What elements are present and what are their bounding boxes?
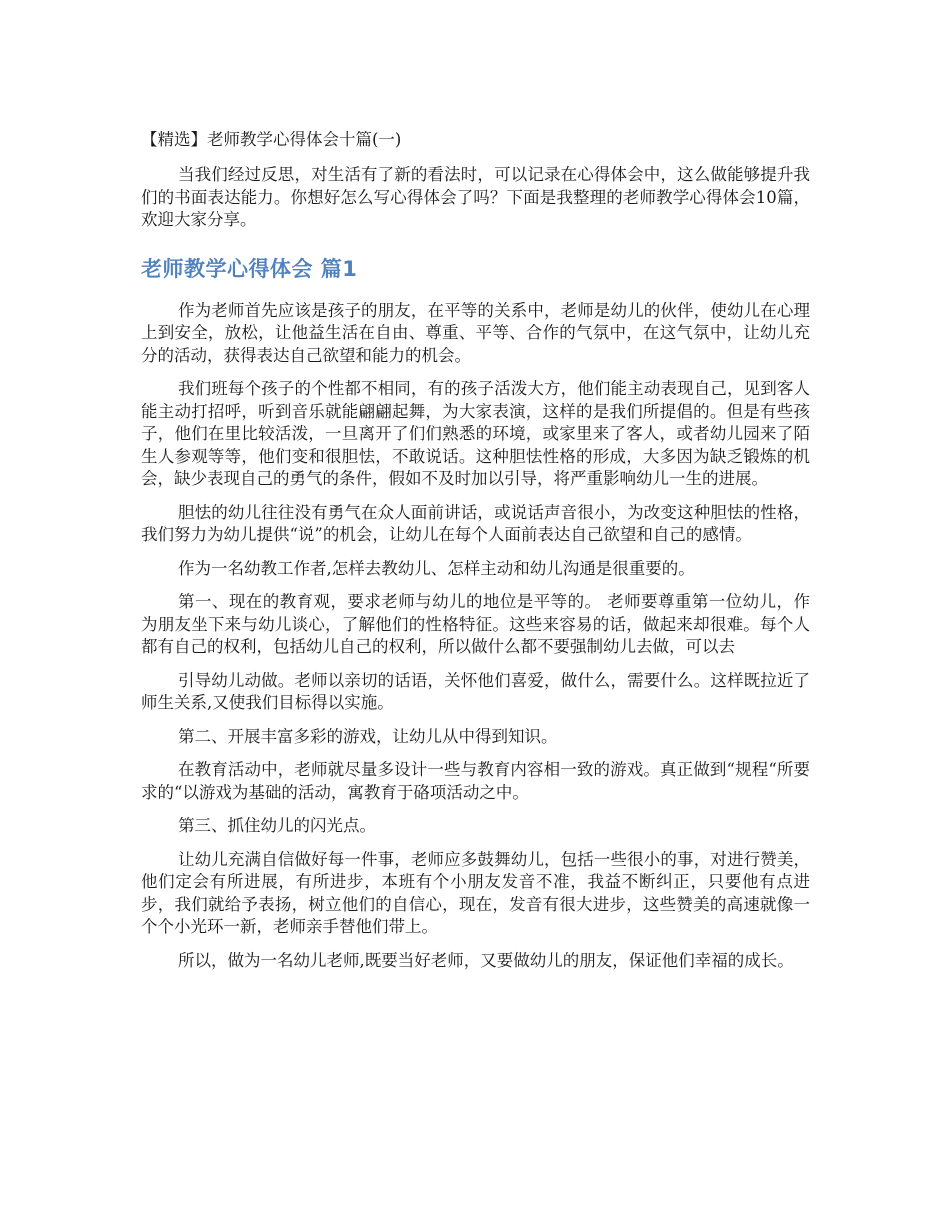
body-paragraph-8: 在教育活动中，老师就尽量多设计一些与教育内容相一致的游戏。真正做到“规程“所要求的“以游戏为基础的活动，寓教育于硌项活动之中。	[141, 760, 810, 802]
intro-paragraph: 当我们经过反思，对生活有了新的看法时，可以记录在心得体会中，这么做能够提升我们的书面表达能力。你想好怎么写心得体会了吗？下面是我整理的老师教学心得体会10篇，欢迎大家分享。	[141, 165, 810, 229]
body-paragraph-1: 作为老师首先应该是孩子的朋友，在平等的关系中，老师是幼儿的伙伴，使幼儿在心理上到安全，放松，让他益生活在自由、尊重、平等、合作的气氛中，在这气氛中，让幼儿充分的活动，获得表达自己欲望和能力的机会。	[141, 300, 810, 365]
body-paragraph-5: 第一、现在的教育观，要求老师与幼儿的地位是平等的。 老师要尊重第一位幼儿，作为朋友坐下来与幼儿谈心，了解他们的性格特征。这些来容易的话，做起来却很难。每个人都有自己的权利，包括幼儿自己的权利，所以做什么都不要强制幼儿去做，可以去	[141, 592, 810, 656]
body-paragraph-11: 所以，做为一名幼儿老师,既要当好老师，又要做幼儿的朋友，保证他们幸福的成长。	[178, 950, 794, 970]
body-paragraph-4: 作为一名幼教工作者,怎样去教幼儿、怎样主动和幼儿沟通是很重要的。	[178, 558, 695, 578]
body-paragraph-3: 胆怯的幼儿往往没有勇气在众人面前讲话，或说话声音很小，为改变这种胆怯的性格，我们努力为幼儿提供“说”的机会，让幼儿在每个人面前表达自己欲望和自己的感情。	[141, 502, 810, 544]
document-title: 【精选】老师教学心得体会十篇(一)	[141, 130, 402, 149]
body-paragraph-10: 让幼儿充满自信做好每一件事，老师应多鼓舞幼儿，包括一些很小的事，对进行赞美，他们定会有所进展，有所进步，本班有个小朋友发音不准，我益不断纠正，只要他有点进步，我们就给予表扬，树立他们的自信心，现在，发音有很大进步，这些赞美的高速就像一个个小光环一新，老师亲手替他们带上。	[141, 849, 810, 936]
body-paragraph-9: 第三、抓住幼儿的闪光点。	[178, 816, 376, 835]
body-paragraph-2: 我们班每个孩子的个性都不相同，有的孩子活泼大方，他们能主动表现自己，见到客人能主动打招呼，听到音乐就能翩翩起舞，为大家表演，这样的是我们所提倡的。但是有些孩子，他们在里比较活泼，一旦离开了们们熟悉的环境，或家里来了客人，或者幼儿园来了陌生人参观等等，他们变和很胆怯，不敢说话。这种胆怯性格的形成，大多因为缺乏锻炼的机会，缺少表现自己的勇气的条件，假如不及时加以引导，将严重影响幼儿一生的进展。	[141, 379, 810, 488]
body-paragraph-7: 第二、开展丰富多彩的游戏，让幼儿从中得到知识。	[178, 726, 558, 746]
body-paragraph-6: 引导幼儿动做。老师以亲切的话语，关怀他们喜爱，做什么，需要什么。这样既拉近了师生关系,又使我们目标得以实施。	[141, 670, 810, 712]
section-heading: 老师教学心得体会 篇1	[141, 256, 358, 281]
